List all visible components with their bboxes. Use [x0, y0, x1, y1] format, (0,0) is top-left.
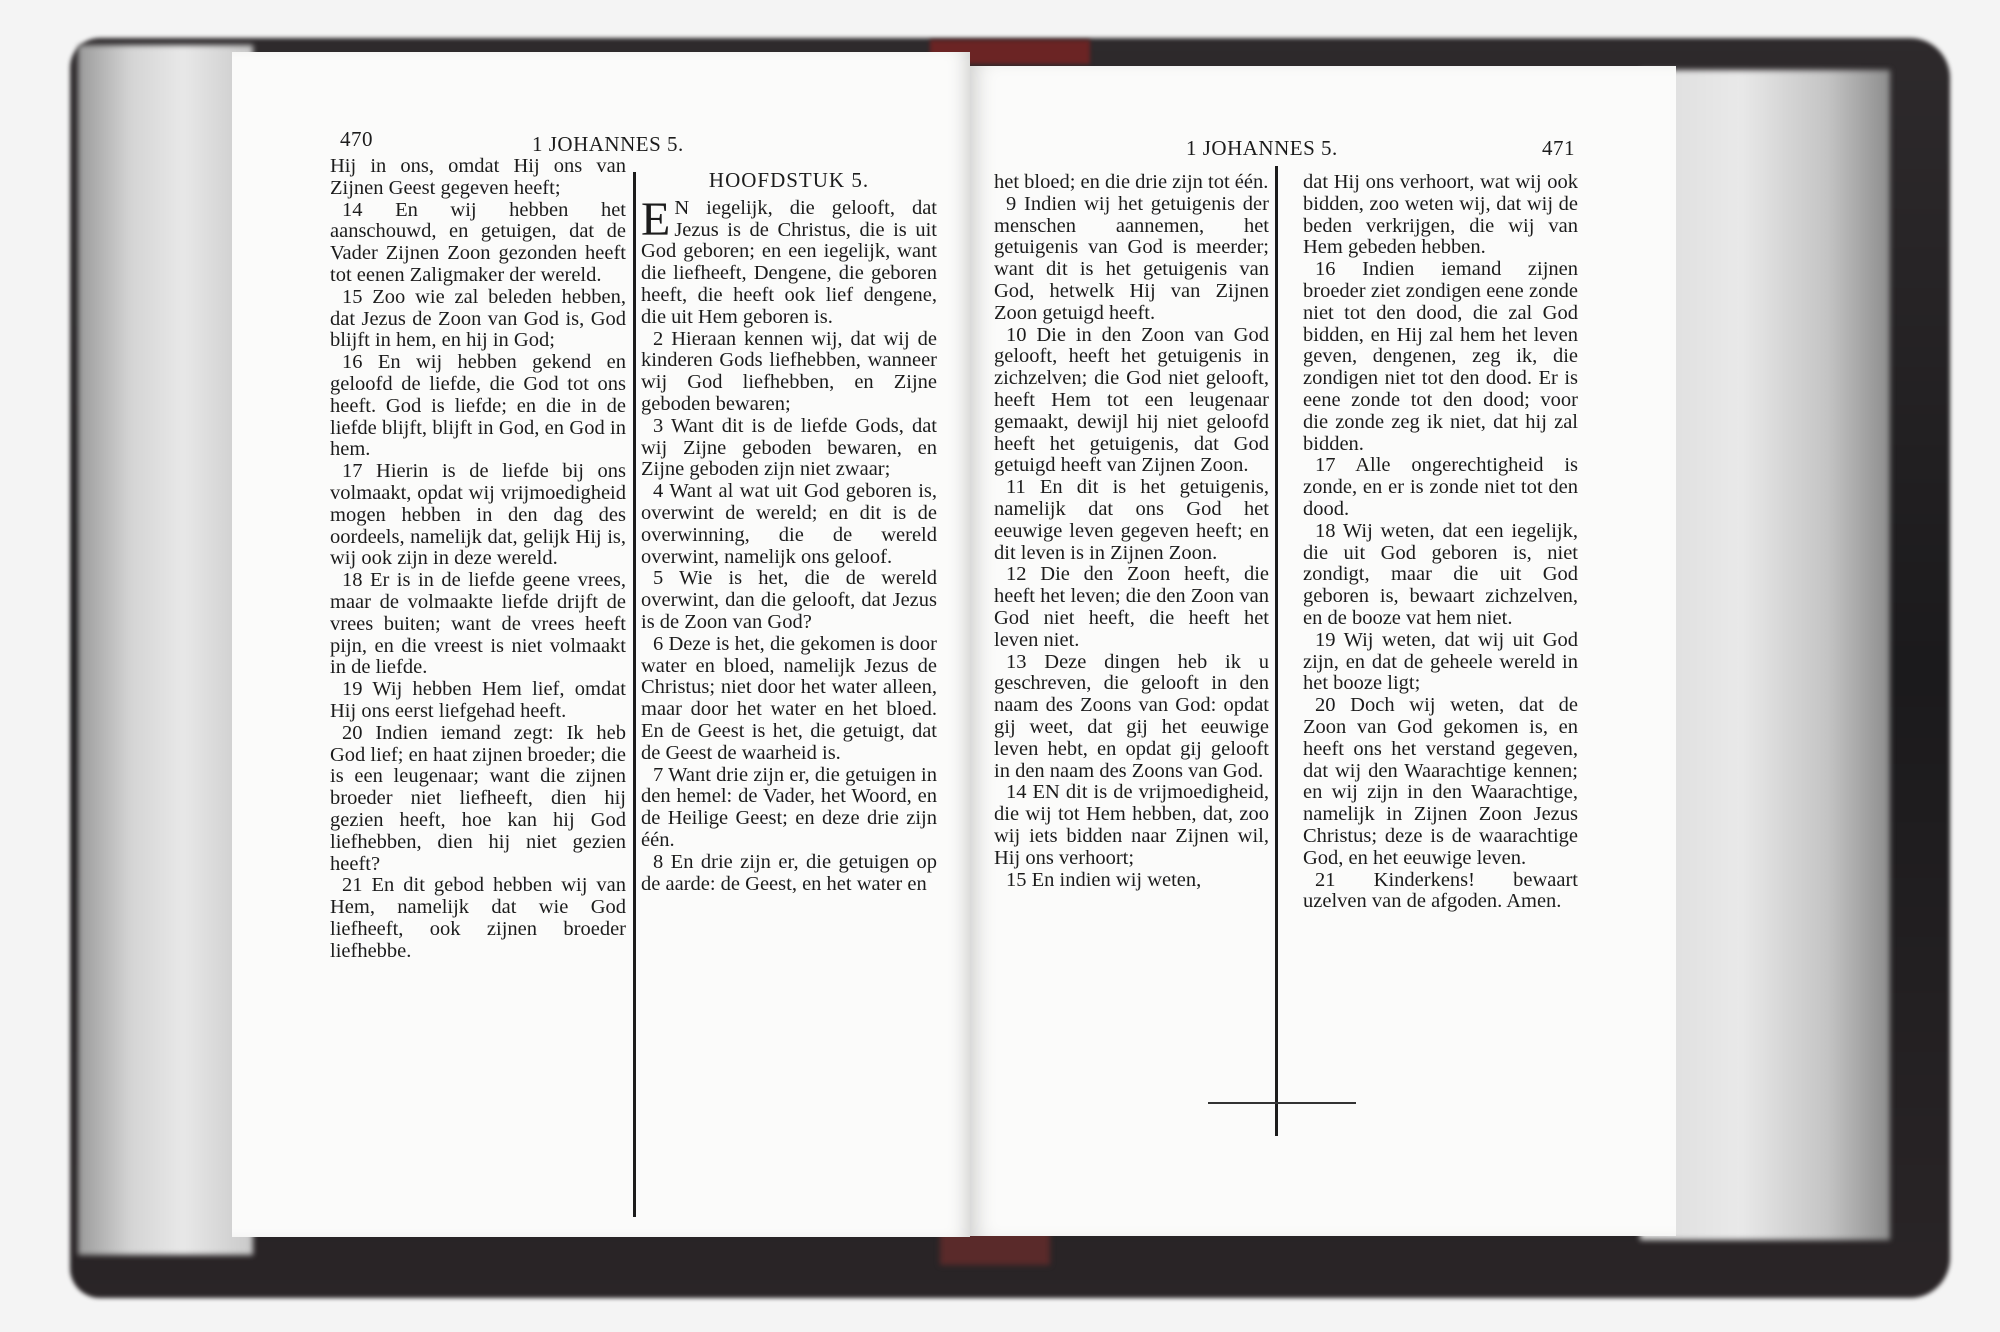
verse-paragraph: 21 Kinderkens! bewaart uzelven van de afgoden. Amen.	[1303, 868, 1578, 913]
chapter-text	[641, 192, 937, 896]
verse-paragraph: 16 Indien iemand zijnen broeder ziet zondigen eene zonde niet tot den dood, die zal God bidden, en Hij zal hem het leven geven, dengenen, zeg ik, die zondigen niet tot den dood. Er is eene zonde tot den dood; voor die zonde zeg ik niet, dat hij zal bidden.	[1303, 258, 1578, 455]
verse-paragraph: 7 Want drie zijn er, die getuigen in den hemel: de Vader, het Woord, en de Heilige Geest; en deze drie zijn één.	[641, 763, 937, 851]
verse-paragraph: 13 Deze dingen heb ik u geschreven, die gelooft in den naam des Zoons van God: opdat gij weet, dat gij het eeuwige leven hebt, en opdat gij gelooft in den naam des Zoons van God.	[994, 650, 1269, 782]
verse-paragraph: 21 En dit gebod hebben wij van Hem, namelijk dat wie God liefheeft, ook zijnen broeder liefhebbe.	[330, 874, 626, 962]
right-page	[970, 66, 1676, 1236]
verse-paragraph: 12 Die den Zoon heeft, die heeft het leven; die den Zoon van God niet heeft, die heeft het leven niet.	[994, 563, 1269, 651]
verse-paragraph: het bloed; en die drie zijn tot één.	[994, 171, 1269, 193]
left-page	[232, 52, 970, 1237]
verse-paragraph: E N iegelijk, die gelooft, dat Jezus is de Christus, die is uit God geboren; en een iegelijk, want die liefheeft, Dengene, die geboren heeft, die heeft ook lief dengene, die uit Hem geboren is.	[641, 192, 937, 328]
verse-paragraph: 10 Die in den Zoon van God gelooft, heeft het getuigenis in zichzelven; die God niet gelooft, heeft Hem tot een leugenaar gemaakt, dewijl hij niet geloofd heeft het getuigenis, dat God getuigd heeft van Zijnen Zoon.	[994, 323, 1269, 477]
running-head: 1 JOHANNES 5.	[1186, 136, 1338, 160]
text-column-1	[994, 172, 1269, 891]
verse-paragraph: 3 Want dit is de liefde Gods, dat wij Zijne geboden bewaren, en Zijne geboden zijn niet zwaar;	[641, 414, 937, 481]
column-rule	[1275, 166, 1278, 1136]
verse-paragraph: 2 Hieraan kennen wij, dat wij de kinderen Gods liefhebben, wanneer wij God liefhebben, en Zijne geboden bewaren;	[641, 327, 937, 415]
page-edges-right	[1640, 70, 1890, 1240]
verse-paragraph: 19 Wij weten, dat wij uit God zijn, en dat de geheele wereld in het booze ligt;	[1303, 628, 1578, 695]
verse-paragraph: 16 En wij hebben gekend en geloofd de liefde, die God tot ons heeft. God is liefde; en die in de liefde blijft, blijft in God, en God in hem.	[330, 351, 626, 461]
verse-paragraph: 5 Wie is het, die de wereld overwint, dan die gelooft, dat Jezus is de Zoon van God?	[641, 567, 937, 633]
verse-paragraph: 14 En wij hebben het aanschouwd, en getuigen, dat de Vader Zijnen Zoon gezonden heeft tot eenen Zaligmaker der wereld.	[330, 198, 626, 286]
end-rule	[1208, 1102, 1356, 1104]
text-column-2	[641, 170, 937, 895]
column-rule	[633, 172, 636, 1217]
verse-paragraph: 20 Indien iemand zegt: Ik heb God lief; en haat zijnen broeder; die is een leugenaar; want die zijnen broeder niet liefheeft, dien hij gezien heeft, hoe kan hij God liefhebben, dien hij niet gezien heeft?	[330, 721, 626, 875]
page-edges-left	[78, 45, 253, 1255]
drop-cap: E	[641, 192, 671, 246]
verse-paragraph: 19 Wij hebben Hem lief, omdat Hij ons eerst liefgehad heeft.	[330, 678, 626, 722]
verse-paragraph: 6 Deze is het, die gekomen is door water en bloed, namelijk Jezus de Christus; niet door het water alleen, maar door het water en het bloed. En de Geest is het, die getuigt, dat de Geest de waarheid is.	[641, 632, 937, 764]
verse-paragraph: 17 Hierin is de liefde bij ons volmaakt, opdat wij vrijmoedigheid mogen hebben in den dag des oordeels, namelijk dat, gelijk Hij is, wij ook zijn in deze wereld.	[330, 460, 626, 570]
verse-paragraph: 18 Wij weten, dat een iegelijk, die uit God geboren is, niet zondigt, maar die uit God geboren is, bewaart zichzelven, en de booze vat hem niet.	[1303, 519, 1578, 629]
verse-paragraph: 4 Want al wat uit God geboren is, overwint de wereld; en dit is de overwinning, die de wereld overwint, namelijk ons geloof.	[641, 480, 937, 568]
verse-paragraph: 15 En indien wij weten,	[1006, 868, 1202, 891]
text-column-2	[1303, 172, 1578, 913]
verse-paragraph: dat Hij ons verhoort, wat wij ook bidden, zoo weten wij, dat wij de beden verkrijgen, die wij van Hem gebeden hebben.	[1303, 171, 1578, 259]
verse-paragraph: 18 Er is in de liefde geene vrees, maar de volmaakte liefde drijft de vrees buiten; want de vrees heeft pijn, en die vreest is niet volmaakt in de liefde.	[330, 569, 626, 679]
verse-paragraph: 11 En dit is het getuigenis, namelijk dat ons God het eeuwige leven gegeven heeft; en dit leven is in Zijnen Zoon.	[994, 476, 1269, 564]
verse-paragraph: 17 Alle ongerechtigheid is zonde, en er is zonde niet tot den dood.	[1303, 454, 1578, 520]
page-number: 470	[340, 127, 373, 151]
text-column-1	[330, 156, 626, 962]
verse-paragraph: 9 Indien wij het getuigenis der menschen aannemen, het getuigenis van God is meerder; want dit is het getuigenis van God, hetwelk Hij van Zijnen Zoon getuigd heeft.	[994, 192, 1269, 324]
verse-paragraph: Hij in ons, omdat Hij ons van Zijnen Geest gegeven heeft;	[330, 155, 626, 199]
verse-paragraph: 20 Doch wij weten, dat de Zoon van God gekomen is, en heeft ons het verstand gegeven, dat wij den Waarachtige kennen; en wij zijn in den Waarachtige, namelijk in Zijnen Zoon Jezus Christus; deze is de waarachtige God, en het eeuwige leven.	[1303, 694, 1578, 869]
page-number: 471	[1542, 136, 1575, 160]
verse-paragraph: 15 Zoo wie zal beleden hebben, dat Jezus de Zoon van God is, God blijft in hem, en hij in God;	[330, 285, 626, 352]
chapter-heading: HOOFDSTUK 5.	[708, 168, 870, 192]
verse-paragraph: 8 En drie zijn er, die getuigen op de aarde: de Geest, en het water en	[641, 850, 937, 895]
verse-paragraph: 14 EN dit is de vrijmoedigheid, die wij tot Hem hebben, dat, zoo wij iets bidden naar Zijnen wil, Hij ons verhoort;	[994, 781, 1269, 869]
running-head: 1 JOHANNES 5.	[532, 132, 684, 156]
